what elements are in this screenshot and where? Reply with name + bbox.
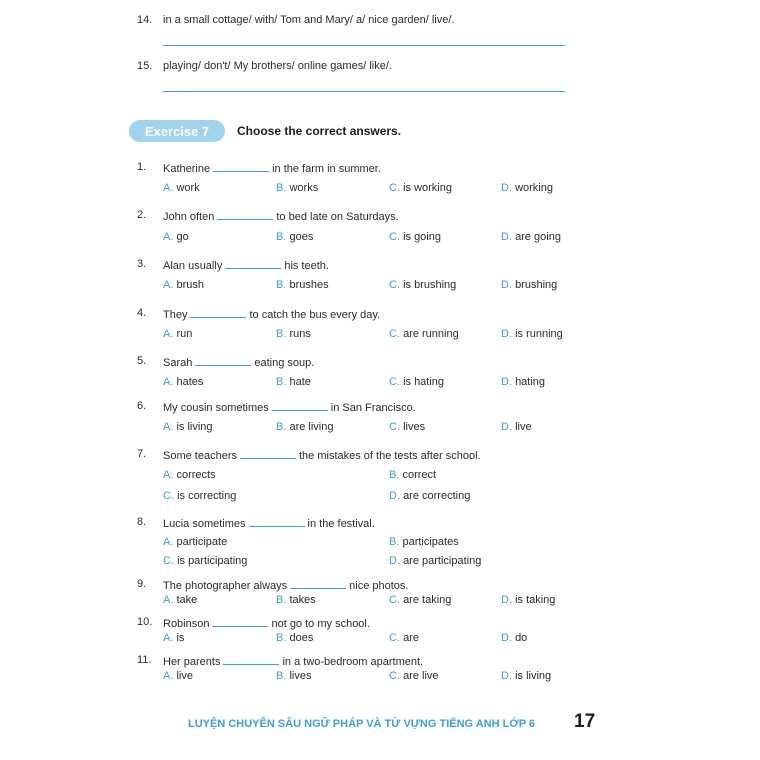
answer-option[interactable] [163,536,227,548]
question-text-before: My cousin sometimes [163,402,269,414]
item-number: 14. [137,14,153,26]
option-letter: A. [163,421,174,433]
answer-option[interactable] [389,182,452,194]
option-letter: D. [501,632,512,644]
answer-option[interactable] [389,421,425,433]
option-text: takes [289,594,316,606]
question-number: 4. [137,307,147,319]
option-text: live [515,421,532,433]
question-text-after: in a two-bedroom apartment. [282,656,424,668]
question-text-before: Sarah [163,357,193,369]
question-stem [163,616,370,630]
option-text: corrects [176,469,216,481]
question-stem [163,448,481,462]
question-text-after: to bed late on Saturdays. [276,211,399,223]
answer-blank[interactable] [240,448,296,459]
option-text: brush [176,279,204,291]
option-text: is correcting [177,490,237,502]
answer-option[interactable] [276,328,311,340]
answer-option[interactable] [389,279,456,291]
answer-option[interactable] [501,670,551,682]
option-text: are taking [403,594,452,606]
answer-option[interactable] [389,594,451,606]
option-letter: B. [276,231,287,243]
option-text: take [176,594,198,606]
option-letter: B. [276,182,287,194]
option-letter: B. [276,632,287,644]
question-text-after: nice photos. [349,580,409,592]
option-letter: C. [389,376,400,388]
question-text-after: in San Francisco. [330,402,416,414]
option-letter: A. [163,594,174,606]
answer-blank[interactable] [212,616,268,627]
question-number: 5. [137,355,147,367]
option-letter: C. [389,279,400,291]
answer-blank[interactable] [249,516,305,527]
answer-option[interactable] [501,594,555,606]
option-letter: D. [501,182,512,194]
option-letter: C. [389,632,400,644]
answer-option[interactable] [501,421,532,433]
option-text: live [176,670,193,682]
answer-blank[interactable] [195,355,251,366]
item-number: 15. [137,60,153,72]
option-text: works [289,182,319,194]
question-number: 10. [137,616,153,628]
option-letter: A. [163,231,174,243]
answer-option[interactable] [276,279,329,291]
question-text-after: eating soup. [254,357,315,369]
option-letter: B. [276,376,287,388]
option-letter: D. [501,670,512,682]
answer-blank[interactable] [290,578,346,589]
option-text: lives [403,421,426,433]
answer-option[interactable] [276,594,316,606]
option-letter: A. [163,469,174,481]
option-text: work [176,182,200,194]
option-letter: A. [163,536,174,548]
option-text: participate [176,536,228,548]
option-text: lives [289,670,312,682]
option-letter: A. [163,182,174,194]
question-stem [163,654,423,668]
option-text: hates [176,376,204,388]
option-text: hating [515,376,546,388]
option-text: is hating [403,376,445,388]
answer-option[interactable] [276,421,334,433]
option-letter: A. [163,279,174,291]
option-text: is [176,632,185,644]
answer-option[interactable] [389,469,436,481]
item-text: playing/ don't/ My brothers/ online games/ like/. [163,60,392,72]
option-letter: B. [276,594,287,606]
item-text: in a small cottage/ with/ Tom and Mary/ a/ nice garden/ live/. [163,14,455,26]
answer-option[interactable] [163,632,184,644]
answer-option[interactable] [276,632,313,644]
question-number: 6. [137,400,147,412]
question-text-before: Alan usually [163,260,223,272]
answer-option[interactable] [389,632,419,644]
footer-title: LUYỆN CHUYÊN SÂU NGỮ PHÁP VÀ TỪ VỰNG TIẾNG ANH LỚP 6 [188,718,536,730]
option-text: do [515,632,528,644]
answer-option[interactable] [163,231,189,243]
question-number: 3. [137,258,147,270]
option-letter: D. [501,231,512,243]
option-text: is going [403,231,441,243]
answer-blank[interactable] [223,654,279,665]
option-letter: D. [389,490,400,502]
option-text: is participating [177,555,248,567]
option-text: hate [289,376,311,388]
option-text: are live [403,670,439,682]
answer-option[interactable] [163,490,236,502]
exercise-title: Choose the correct answers. [237,124,402,138]
answer-option[interactable] [276,670,311,682]
answer-option[interactable] [501,328,563,340]
question-stem [163,209,399,223]
question-text-before: The photographer always [163,580,288,592]
option-text: are participating [403,555,482,567]
option-text: is taking [515,594,556,606]
answer-option[interactable] [163,182,200,194]
option-letter: B. [276,328,287,340]
question-text-after: the mistakes of the tests after school. [298,450,481,462]
question-stem [163,161,381,175]
question-text-before: Lucia sometimes [163,518,246,530]
question-text-before: Some teachers [163,450,237,462]
option-letter: D. [501,376,512,388]
option-letter: B. [276,279,287,291]
option-text: participates [402,536,459,548]
option-letter: D. [501,594,512,606]
option-text: brushing [515,279,558,291]
option-letter: C. [389,231,400,243]
option-text: does [289,632,314,644]
option-letter: C. [389,182,400,194]
answer-option[interactable] [163,555,247,567]
answer-option[interactable] [501,376,545,388]
answer-option[interactable] [163,328,192,340]
question-text-before: Robinson [163,618,210,630]
question-number: 11. [137,654,152,666]
answer-line[interactable] [163,45,565,46]
answer-blank[interactable] [190,307,246,318]
answer-option[interactable] [501,231,561,243]
question-number: 1. [137,161,147,173]
option-letter: B. [276,670,287,682]
question-stem [163,516,375,530]
answer-option[interactable] [389,328,459,340]
question-text-before: Her parents [163,656,221,668]
answer-option[interactable] [501,632,527,644]
option-letter: D. [501,421,512,433]
question-text-after: not go to my school. [271,618,370,630]
answer-option[interactable] [276,376,311,388]
answer-option[interactable] [389,490,470,502]
option-text: go [176,231,189,243]
answer-blank[interactable] [225,258,281,269]
option-letter: D. [501,328,512,340]
option-letter: A. [163,376,174,388]
option-text: are living [289,421,334,433]
option-letter: C. [163,490,174,502]
option-text: runs [289,328,311,340]
option-text: is living [515,670,552,682]
answer-option[interactable] [501,279,557,291]
option-letter: A. [163,632,174,644]
option-letter: D. [389,555,400,567]
option-text: is working [403,182,452,194]
question-text-after: in the farm in summer. [272,163,381,175]
answer-option[interactable] [501,182,553,194]
answer-blank[interactable] [217,209,273,220]
answer-option[interactable] [163,594,197,606]
option-text: is brushing [403,279,457,291]
option-letter: C. [389,328,400,340]
answer-option[interactable] [389,555,481,567]
answer-option[interactable] [163,469,216,481]
question-stem [163,578,408,592]
answer-option[interactable] [163,421,213,433]
question-text-before: They [163,309,188,321]
option-letter: C. [163,555,174,567]
question-stem [163,258,329,272]
question-text-before: Katherine [163,163,211,175]
answer-blank[interactable] [272,400,328,411]
question-text-after: to catch the bus every day. [249,309,381,321]
option-letter: A. [163,328,174,340]
question-text-before: John often [163,211,215,223]
question-text-after: in the festival. [307,518,375,530]
option-text: is running [515,328,563,340]
option-letter: D. [501,279,512,291]
answer-blank[interactable] [213,161,269,172]
answer-option[interactable] [389,670,439,682]
answer-option[interactable] [163,376,203,388]
option-text: are [403,632,419,644]
option-text: run [176,328,193,340]
option-letter: C. [389,670,400,682]
question-stem [163,400,416,414]
option-text: is living [176,421,213,433]
option-letter: C. [389,421,400,433]
option-text: are going [515,231,561,243]
question-stem [163,307,380,321]
question-number: 8. [137,516,147,528]
question-text-after: his teeth. [284,260,329,272]
question-stem [163,355,314,369]
answer-option[interactable] [389,376,444,388]
option-letter: C. [389,594,400,606]
page-number: 17 [574,711,596,732]
answer-option[interactable] [276,231,313,243]
exercise-badge: Exercise 7 [129,120,225,142]
option-text: correct [402,469,437,481]
answer-line[interactable] [163,91,565,92]
answer-option[interactable] [389,536,459,548]
question-number: 9. [137,578,147,590]
option-letter: B. [389,536,400,548]
option-letter: A. [163,670,174,682]
question-number: 7. [137,448,147,460]
question-number: 2. [137,209,147,221]
answer-option[interactable] [163,670,193,682]
option-text: are correcting [403,490,471,502]
option-letter: B. [276,421,287,433]
answer-option[interactable] [276,182,318,194]
option-text: working [515,182,553,194]
answer-option[interactable] [163,279,204,291]
answer-option[interactable] [389,231,441,243]
option-text: goes [289,231,314,243]
option-text: brushes [289,279,329,291]
option-text: are running [403,328,459,340]
option-letter: B. [389,469,400,481]
